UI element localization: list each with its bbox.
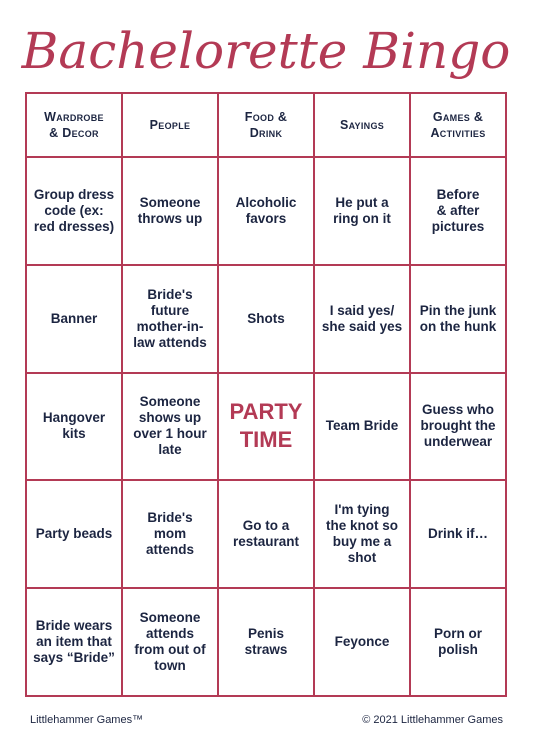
footer-brand: Littlehammer Games™: [30, 714, 144, 726]
column-header-food: Food & Drink: [219, 94, 313, 156]
column-header-games: Games & Activities: [411, 94, 505, 156]
bingo-square[interactable]: Drink if…: [411, 481, 505, 587]
bingo-square[interactable]: Banner: [27, 266, 121, 372]
bingo-card: [25, 92, 507, 697]
bingo-square[interactable]: Alcoholic favors: [219, 158, 313, 264]
bingo-square[interactable]: Pin the junk on the hunk: [411, 266, 505, 372]
bingo-square[interactable]: Team Bride: [315, 374, 409, 480]
bingo-square[interactable]: Bride's future mother-in- law attends: [123, 266, 217, 372]
column-header-sayings: Sayings: [315, 94, 409, 156]
bingo-square[interactable]: Bride wears an item that says “Bride”: [27, 589, 121, 695]
bingo-square[interactable]: Someone throws up: [123, 158, 217, 264]
page-title: [0, 6, 533, 88]
column-header-wardrobe: Wardrobe & Decor: [27, 94, 121, 156]
title-text: Bachelorette Bingo: [21, 22, 511, 80]
bingo-square[interactable]: Group dress code (ex: red dresses): [27, 158, 121, 264]
column-header-people: People: [123, 94, 217, 156]
bingo-square[interactable]: Feyonce: [315, 589, 409, 695]
bingo-square[interactable]: Porn or polish: [411, 589, 505, 695]
bingo-square[interactable]: Bride's mom attends: [123, 481, 217, 587]
bingo-square[interactable]: Guess who brought the underwear: [411, 374, 505, 480]
bingo-square[interactable]: He put a ring on it: [315, 158, 409, 264]
bingo-square[interactable]: Party beads: [27, 481, 121, 587]
footer-copyright: © 2021 Littlehammer Games: [362, 714, 503, 726]
bingo-square[interactable]: Shots: [219, 266, 313, 372]
bingo-square[interactable]: Go to a restaurant: [219, 481, 313, 587]
bingo-square[interactable]: Hangover kits: [27, 374, 121, 480]
bingo-square[interactable]: Someone shows up over 1 hour late: [123, 374, 217, 480]
free-square[interactable]: PARTY TIME: [219, 374, 313, 480]
bingo-square[interactable]: I said yes/ she said yes: [315, 266, 409, 372]
bingo-square[interactable]: Penis straws: [219, 589, 313, 695]
bingo-square[interactable]: Before & after pictures: [411, 158, 505, 264]
bingo-square[interactable]: Someone attends from out of town: [123, 589, 217, 695]
bingo-square[interactable]: I'm tying the knot so buy me a shot: [315, 481, 409, 587]
